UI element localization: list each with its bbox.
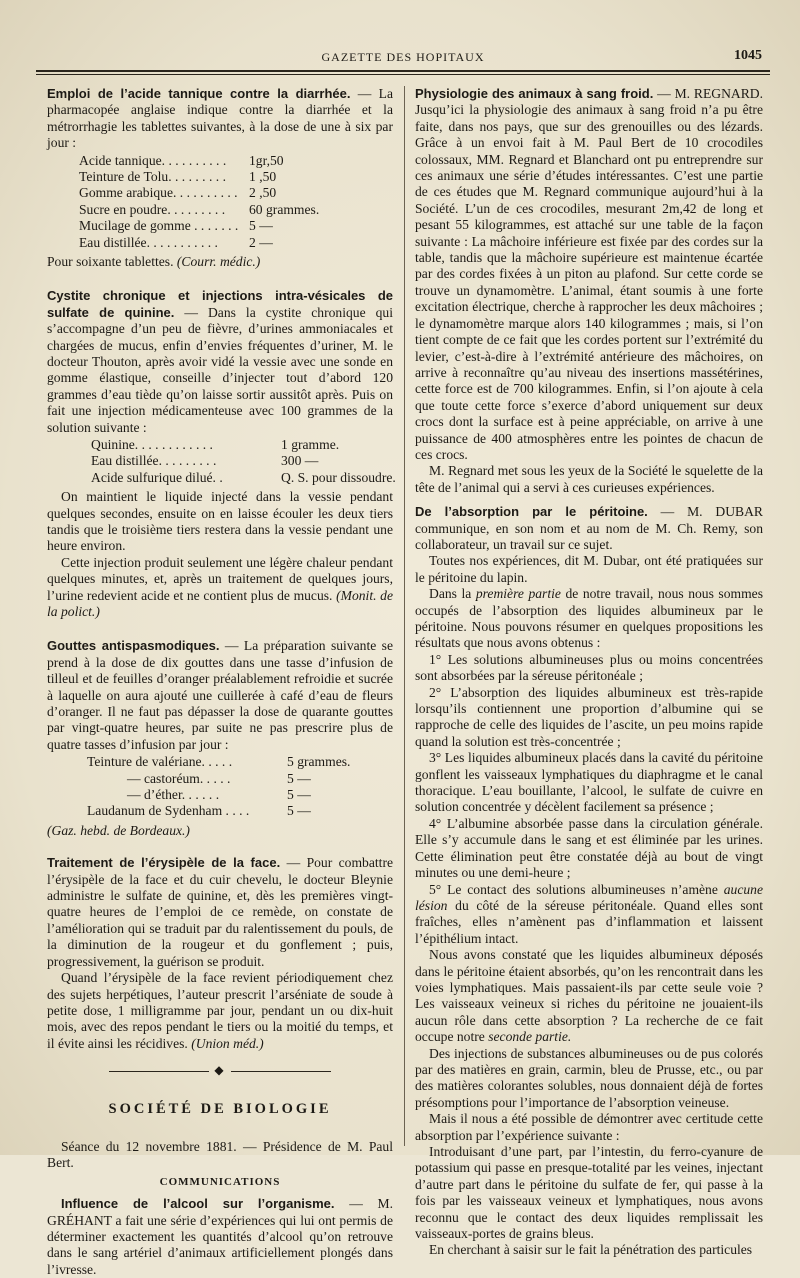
subsection-title: COMMUNICATIONS <box>159 1175 281 1188</box>
recipe-row: Mucilage de gomme . . . . . . . 5 — <box>79 218 273 234</box>
recipe-row: Laudanum de Sydenham . . . . 5 — <box>87 803 311 819</box>
source-citation: (Gaz. hebd. de Bordeaux.) <box>47 822 190 838</box>
page-number: 1045 <box>734 48 762 63</box>
recipe-row: Eau distillée. . . . . . . . . . . 2 — <box>79 234 273 250</box>
article-heading: De l’absorption par le péritoine. <box>415 504 648 520</box>
findings-list <box>415 652 763 947</box>
source-citation: (Union méd.) <box>191 1035 264 1051</box>
recipe-row: — castoréum. . . . . 5 — <box>127 770 311 786</box>
article-heading: Influence de l’alcool sur l’organisme. <box>61 1196 335 1212</box>
finding-item: 1° Les solutions albumineuses plus ou moins concentrées sont absorbées par la séreuse péritonéale ; <box>415 651 763 684</box>
article-tannic-acid: Emploi de l’acide tannique contre la diarrhée. — La pharmacopée anglaise indique contre la diarrhée et la métrorrhagie les tablettes suivantes, à la dose de une à six par jour : Acide tannique. . . . . . . . . . 1gr,50 Teinture de Tolu. . . . . . . . . 1 ,50 Gomme arabique. . . . . . . . . . 2 ,50 Sucre en poudre. . . . . . . . . 60 grammes. Mucilage de gomme . . . . . . . 5 — Eau distillée. . . . . . . . . . . 2 — Pour soixante tablettes. (Courr. médic.) <box>47 86 393 269</box>
recipe-row: Acide sulfurique dilué. . Q. S. pour dissoudre. <box>91 469 396 485</box>
finding-item: 2° L’absorption des liquides albumineux est très-rapide lorsqu’ils contiennent une proportion d’albumine qui se rapproche de celle des liquides de l’ascite, un peu moins rapide quand la solution est très-concentrée ; <box>415 684 763 749</box>
article-heading: Gouttes antispasmodiques. <box>47 638 220 654</box>
article-heading: Physiologie des animaux à sang froid. <box>415 86 654 101</box>
article-antispasmodic: Gouttes antispasmodiques. — La préparation suivante se prend à la dose de dix gouttes dans une tasse d’infusion de tilleul et de feuilles d’oranger préalablement refroidie et sucrée à laquelle on aura ajouté une cuillerée à café d’eau de fleurs d’oranger. Il ne faut pas dépasser la dose de quarante gouttes par vingt-quatre heures, par suite ne pas prescrire plus de quatre tasses d’infusion par jour : Teinture de valériane. . . . . 5 grammes. — castoréum. . . . . 5 — — d’éther. . . . . . 5 — Laudanum de Sydenham . . . . 5 — (Gaz. hebd. de Bordeaux.) <box>47 638 393 838</box>
article-erysipelas: Traitement de l’érysipèle de la face. — Pour combattre l’érysipèle de la face et du cuir chevelu, le docteur Bleynie administre le sulfate de quinine, et, dès les premières vingt-quatre heures de l’emploi de ce remède, on constate de l’amélioration qui se traduit par du ralentissement du pouls, de la diminution de la rougeur et du gonflement ; puis, progressivement, la guérison se produit. Quand l’érysipèle de la face revient périodiquement chez des sujets herpétiques, l’auteur prescrit l’arséniate de soude à petite dose, 1 milligramme par jour, pendant un ou dix-huit mois, avec des repos pendant le tiers ou la moitié du temps, et il évite ainsi les récidives. (Union méd.) <box>47 855 394 1051</box>
article-cystitis: Cystite chronique et injections intra-vésicales de sulfate de quinine. — Dans la cystite chronique qui s’accompagne d’un peu de fièvre, d’urines ammoniacales et chargées de mucus, enfin d’envies fréquentes d’uriner, M. le docteur Thouton, après avoir vidé la vessie avec une sonde en gomme élastique, conseille d’injecter tout d’abord 120 grammes d’eau tiède qu’on laisse sortir aussitôt après. Puis on fait une injection médicamenteuse avec 100 grammes de la solution suivante : Quinine. . . . . . . . . . . . 1 gramme. Eau distillée. . . . . . . . . 300 — Acide sulfurique dilué. . Q. S. pour dissoudre. On maintient le liquide injecté dans la vessie pendant quelques secondes, ensuite on en laisse écouler les deux tiers tandis que le troisième tiers restera dans la vessie pendant une heure environ. Cette injection produit seulement une légère chaleur pendant quelques minutes, et, après un traitement de quelques jours, l’urine redevient acide et ne contient plus de mucus. (Monit. de la polict.) <box>47 288 396 620</box>
recipe-row: Teinture de Tolu. . . . . . . . . 1 ,50 <box>79 169 277 185</box>
article-heading: Cystite chronique et injections intra-vésicales de sulfate de quinine. <box>47 288 393 320</box>
running-title: GAZETTE DES HOPITAUX <box>321 50 485 64</box>
recipe-row: Quinine. . . . . . . . . . . . 1 gramme. <box>91 437 340 453</box>
article-heading: Traitement de l’érysipèle de la face. <box>47 855 281 871</box>
source-citation: (Monit. de la polict.) <box>47 587 393 620</box>
recipe-list <box>47 754 393 820</box>
finding-item: 5° Le contact des solutions albumineuses n’amène aucune lésion du côté de la séreuse péritonéale. Quand elles sont fraîches, elles n’amènent pas d’inflammation et laissent l’épithélium intact. <box>415 881 763 946</box>
section-ornament: ◆ <box>47 1062 393 1078</box>
left-column <box>47 86 396 1277</box>
recipe-row: Sucre en poudre. . . . . . . . . 60 grammes. <box>79 201 320 217</box>
section-title: SOCIÉTÉ DE BIOLOGIE <box>108 1100 332 1117</box>
article-cold-blooded: Physiologie des animaux à sang froid. — M. REGNARD. Jusqu’ici la physiologie des animaux à sang froid n’a pu être faite, dans nos pays, que sur des grenouilles ou des lézards. Grâce à un envoi fait à M. Paul Bert de 10 crocodiles colossaux, MM. Regnard et Blanchard ont pu entreprendre sur ces animaux une série d’études intéressantes. C’est une partie de ces études que M. Regnard communique aujourd’hui à la Société. L’un de ces crocodiles, mesurant 2m,42 de long et pesant 55 kilogrammes, est attaché sur une table de la façon suivante : La mâchoire inférieure est fixée par des cordes sur la table, tandis que la mâchoire supérieure est maintenue écartée par des cordes fixées à un piton au plafond. Sur cette corde se trouve un dynamomètre. L’animal, étant soumis à une forte excitation électrique, cherche à rapprocher les deux mâchoires ; le dynamomètre marque alors 140 kilogrammes ; mais, si l’on tient compte de ce fait que les cordes portent sur l’extrémité du levier, c’est-à-dire à l’extrémité antérieure des mâchoires, on arrive à reconnaître qu’au niveau des insertions massétérines, cette force est de 700 kilogrammes. Enfin, si l’on ajoute à cela que toute cette force s’exerce d’abord uniquement sur deux crocs dont la surface est à peine appréciable, on arrive à une puissance de 400 atmosphères entre les pointes de chacun de ces crocs. M. Regnard met sous les yeux de la Société le squelette de la tête de l’animal qui a servi à ces curieuses expériences. <box>415 86 763 495</box>
recipe-row: Teinture de valériane. . . . . 5 grammes. <box>87 754 351 770</box>
page-header <box>36 46 770 70</box>
right-column <box>415 86 763 1258</box>
session-block: Séance du 12 novembre 1881. — Présidence de M. Paul Bert. COMMUNICATIONS Influence de l’alcool sur l’organisme. — M. GRÉHANT a fait une série d’expériences qui lui ont permis de déterminer exactement les quantités d’alcool qu’on retrouve dans le sang artériel d’animaux artificiellement plongés dans l’ivresse. <box>47 1138 393 1277</box>
recipe-list <box>47 437 396 486</box>
recipe-row: — d’éther. . . . . . 5 — <box>127 787 311 803</box>
recipe-row: Acide tannique. . . . . . . . . . 1gr,50 <box>79 152 284 168</box>
finding-item: 3° Les liquides albumineux placés dans la cavité du péritoine gonflent les vaisseaux lymphatiques du diaphragme et le canal thoracique. L’eau bouillante, l’alcool, le sulfate de cuivre en solution concentrée y décèlent facilement sa présence ; <box>415 750 763 815</box>
recipe-row: Eau distillée. . . . . . . . . 300 — <box>91 453 319 469</box>
article-peritoneum: De l’absorption par le péritoine. — M. DUBAR communique, en son nom et au nom de M. Ch. Remy, son collaborateur, un travail sur ce sujet. Toutes nos expériences, dit M. Dubar, ont été pratiquées sur le péritoine du lapin. Dans la première partie de notre travail, nous nous sommes occupés de l’absorption des liquides albumineux par le péritoine. Nous pouvons résumer en quelques propositions les résultats que nous avons obtenus : 1° Les solutions albumineuses plus ou moins concentrées sont absorbées par la séreuse péritonéale ; 2° L’absorption des liquides albumineux est très-rapide lorsqu’ils contiennent une proportion d’albumine qui se rapproche de celle des liquides de l’ascite, un peu moins rapide quand la solution est très-concentrée ; 3° Les liquides albumineux placés dans la cavité du péritoine gonflent les vaisseaux lymphatiques du diaphragme et le canal thoracique. L’eau bouillante, l’alcool, le sulfate de cuivre en solution concentrée y décèlent facilement sa présence ; 4° L’albumine absorbée passe dans la circulation générale. Elle s’y accumule dans le sang et est éliminée par les urines. Cette élimination peut être constatée déjà au bout de vingt minutes ou une demi-heure ; 5° Le contact des solutions albumineuses n’amène aucune lésion du côté de la séreuse péritonéale. Quand elles sont fraîches, elles n’amènent pas d’inflammation et laissent l’épithélium intact. Nous avons constaté que les liquides albumineux déposés dans le péritoine étaient absorbés, qu’on les rencontrait dans les voies lymphatiques. Mais passaient-ils par cette seule voie ? Les vaisseaux veineux si riches du péritoine ne jouaient-ils aucun rôle dans cette absorption ? La recherche de ce fait occupe notre seconde partie. Des injections de substances albumineuses ou de pus colorés par des matières en grain, carmin, bleu de Prusse, etc., ou par des matières colorantes solubles, nous donnaient déjà de fortes présomptions pour l’importance de l’absorption veineuse. Mais il nous a été possible de démontrer avec certitude cette absorption par l’expérience suivante : Introduisant d’une part, par l’intestin, du ferro-cyanure de potassium qui passe en presque-totalité par les veines, injectant d’autre part dans le péritoine du sulfate de fer, qui passe à la fois par les vaisseaux veineux et lymphatiques, nous avons reconnu que le contact des deux liquides remplissait les vaisseaux-portes de grains bleus. En cherchant à saisir sur le fait la pénétration des particules <box>415 504 763 1258</box>
recipe-row: Gomme arabique. . . . . . . . . . 2 ,50 <box>79 185 277 201</box>
finding-item: 4° L’albumine absorbée passe dans la circulation générale. Elle s’y accumule dans le sang et est éliminée par les urines. Cette élimination peut être constatée déjà au bout de vingt minutes ou une demi-heure ; <box>415 815 763 881</box>
recipe-list <box>47 153 393 251</box>
header-rule-thin <box>36 74 770 75</box>
column-divider <box>404 86 405 1146</box>
article-heading: Emploi de l’acide tannique contre la diarrhée. <box>47 86 351 101</box>
source-citation: (Courr. médic.) <box>176 253 261 269</box>
header-rule <box>36 70 770 72</box>
